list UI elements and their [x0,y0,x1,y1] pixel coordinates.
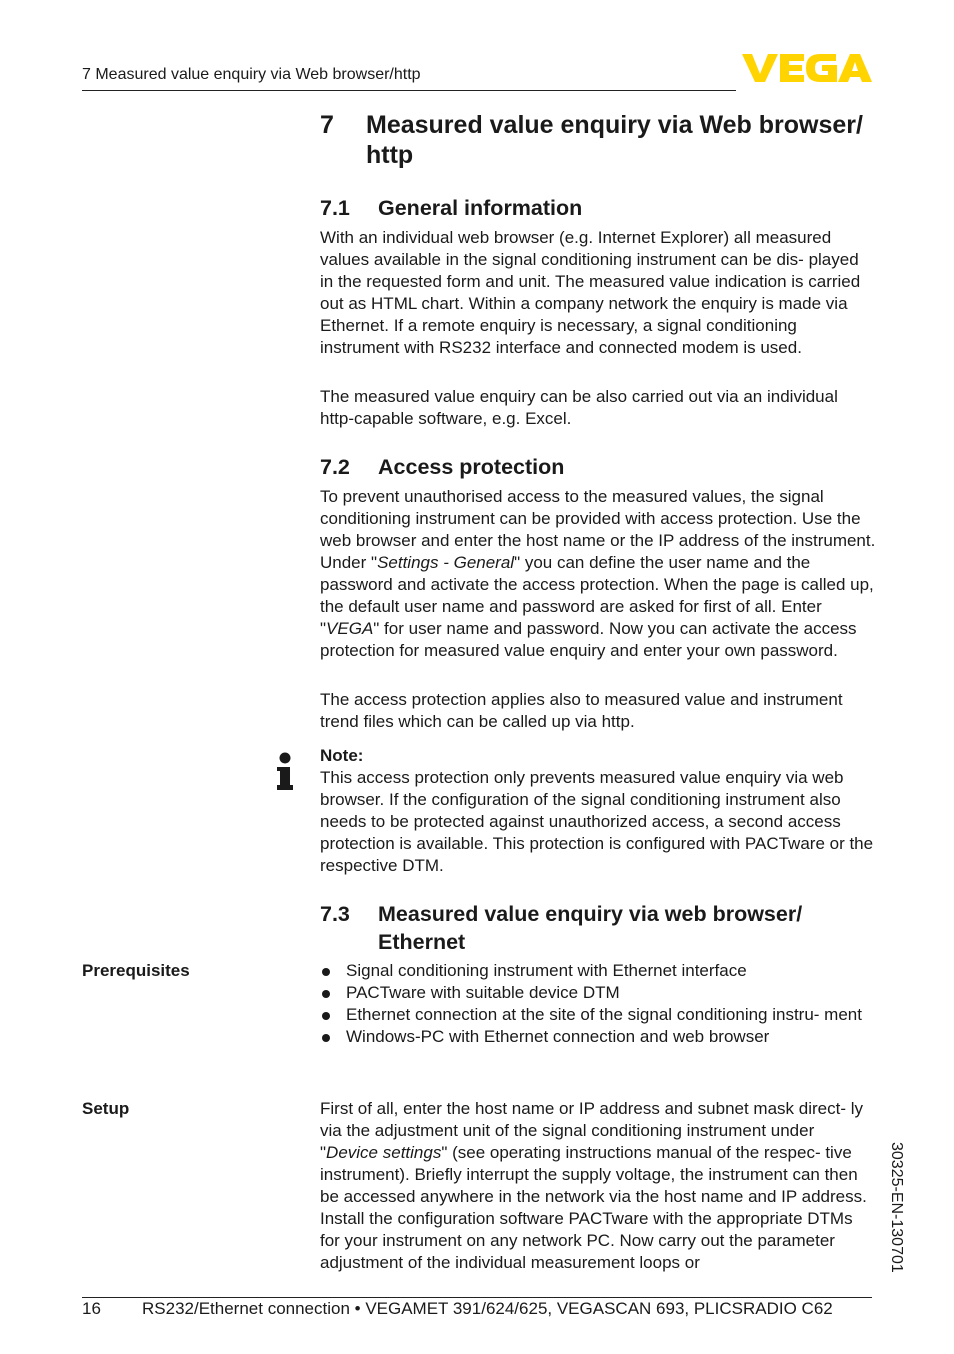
section-heading-7-1 [320,194,880,222]
section-heading-7-2 [320,453,880,481]
note-title: Note: [320,746,364,765]
list-item: Windows-PC with Ethernet connection and web browser [320,1026,876,1048]
section-title: General information [378,196,583,220]
general-info-paragraph-2: The measured value enquiry can be also carried out via an individual http-capable software, e.g. Excel. [320,387,838,428]
running-header: 7 Measured value enquiry via Web browser/http [82,66,421,83]
general-info-paragraph-1: With an individual web browser (e.g. Internet Explorer) all measured values available in the signal conditioning instrument can be dis- played in the requested form and unit. The measured value indication is carried out as HTML chart. Within a company network the enquiry is made via Ethernet. If a remote enquiry is necessary, a signal conditioning instrument with RS232 interface and connected modem is used. [320,228,861,357]
chapter-number: 7 [320,111,334,139]
info-icon [274,752,296,792]
access-protection-paragraph-1: To prevent unauthorised access to the measured values, the signal conditioning instrument can be provided with access protection. Use the web browser and enter the host name or the IP address of the instrument. Under "Settings - General" you can define the user name and the password and activate the access protection. When the page is called up, the default user name and password are asked for first of all. Enter "VEGA" for user name and password. Now you can activate the access protection for measured value enquiry and enter your own password. [320,487,876,660]
setup-paragraph: First of all, enter the host name or IP address and subnet mask direct- ly via the adjustment unit of the signal conditioning instrument under "Device settings" (see operating instructions manual of the respec- tive instrument). Briefly interrupt the supply voltage, the instrument can then be accessed anywhere in the network via the host name and IP address. Install the configuration software PACTware with the appropriate DTMs for your instrument on any network PC. Now carry out the parameter adjustment of the individual measurement loops or [320,1099,867,1272]
section-title: Measured value enquiry via web browser/ Ethernet [378,902,803,954]
settings-path-emphasis: Settings - General [377,553,515,572]
list-item: Ethernet connection at the site of the signal conditioning instru- ment [320,1004,876,1026]
chapter-title: Measured value enquiry via Web browser/ http [366,111,863,169]
setup-label: Setup [82,1099,130,1118]
section-heading-7-3 [320,900,880,956]
list-item: PACTware with suitable device DTM [320,982,876,1004]
vega-logo [742,52,872,84]
note-block [320,745,876,877]
prerequisites-label: Prerequisites [82,961,190,980]
footer-rule [82,1297,872,1298]
device-settings-emphasis: Device settings [326,1143,442,1162]
page-number: 16 [82,1299,101,1318]
section-number: 7.2 [320,455,350,479]
section-number: 7.1 [320,196,350,220]
document-id: 30325-EN-130701 [888,1142,905,1273]
chapter-heading [320,110,880,170]
header-rule [82,90,736,91]
default-credentials-emphasis: VEGA [326,619,374,638]
footer-text: RS232/Ethernet connection • VEGAMET 391/624/625, VEGASCAN 693, PLICSRADIO C62 [142,1299,833,1318]
section-title: Access protection [378,455,565,479]
note-text: This access protection only prevents measured value enquiry via web browser. If the configuration of the signal conditioning instrument also needs to be protected against unauthorized access, a second access protection is available. This protection is configured with PACTware or the respective DTM. [320,768,874,875]
list-item: Signal conditioning instrument with Ethernet interface [320,960,876,982]
section-number: 7.3 [320,902,350,926]
access-protection-paragraph-2: The access protection applies also to measured value and instrument trend files which can be called up via http. [320,690,843,731]
prerequisites-list [320,960,876,1048]
